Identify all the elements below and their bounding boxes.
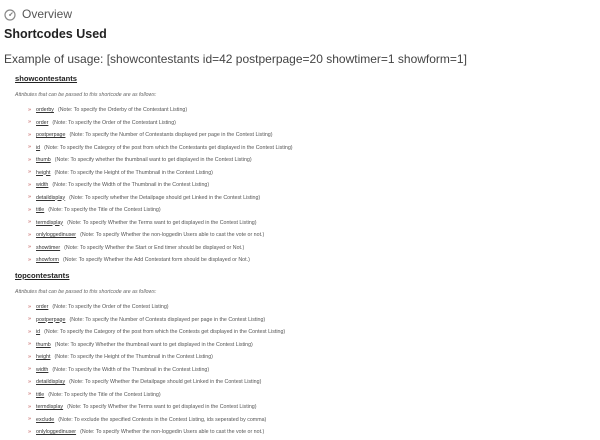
attribute-item bbox=[28, 192, 293, 205]
attribute-note: (Note: To specify Whether the Terms want to get displayed in the Contest Listing) bbox=[67, 219, 257, 226]
attribute-name-link[interactable]: width bbox=[36, 366, 49, 373]
double-chevron-right-icon: » bbox=[28, 119, 32, 125]
attribute-item bbox=[28, 414, 285, 427]
attribute-item bbox=[28, 351, 285, 364]
attribute-item bbox=[28, 179, 293, 192]
attribute-item bbox=[28, 301, 285, 314]
double-chevron-right-icon: » bbox=[28, 156, 32, 163]
attribute-item bbox=[28, 204, 293, 217]
attribute-item bbox=[28, 376, 285, 389]
section-showcontestants bbox=[15, 74, 293, 267]
attribute-note: (Note: To specify Whether the Detailpage should get Linked in the Contest Listing) bbox=[69, 379, 262, 385]
attribute-name-link[interactable]: width bbox=[36, 182, 49, 188]
attribute-item bbox=[28, 254, 293, 267]
attribute-note: (Note: To specify Whether the Start or End timer should be displayed or Not.) bbox=[64, 244, 245, 251]
attribute-note: (Note: To specify the Height of the Thumbnail in the Contest Listing) bbox=[54, 354, 213, 360]
double-chevron-right-icon: » bbox=[28, 353, 32, 360]
attribute-item bbox=[28, 326, 285, 339]
double-chevron-right-icon: » bbox=[28, 131, 32, 138]
attribute-item bbox=[28, 364, 285, 377]
attribute-name-link[interactable]: termdisplay bbox=[36, 219, 64, 226]
double-chevron-right-icon: » bbox=[28, 316, 32, 322]
double-chevron-right-icon: » bbox=[28, 144, 32, 150]
attribute-item bbox=[28, 142, 293, 155]
attribute-note: (Note: To specify the Number of Contestants displayed per page in the Contest Listing) bbox=[69, 132, 273, 138]
double-chevron-right-icon: » bbox=[28, 256, 32, 263]
attribute-item bbox=[28, 104, 293, 117]
double-chevron-right-icon: » bbox=[28, 391, 32, 397]
attribute-note: (Note: To specify the Title of the Contest Listing) bbox=[48, 391, 161, 398]
attribute-note: (Note: To specify the Order of the Contestant Listing) bbox=[52, 119, 176, 126]
attribute-name-link[interactable]: id bbox=[36, 144, 41, 151]
attribute-item bbox=[28, 426, 285, 439]
double-chevron-right-icon: » bbox=[28, 428, 32, 435]
attribute-name-link[interactable]: showtimer bbox=[36, 244, 61, 251]
double-chevron-right-icon: » bbox=[28, 106, 32, 113]
attribute-note: (Note: To exclude the specified Contests in the Contest Listing, ids seperated by comma) bbox=[58, 416, 267, 423]
attribute-note: (Note: To specify the Order of the Contest Listing) bbox=[52, 304, 169, 310]
attribute-note: (Note: To specify the Orderby of the Contestant Listing) bbox=[57, 107, 188, 113]
attribute-name-link[interactable]: thumb bbox=[36, 157, 51, 163]
double-chevron-right-icon: » bbox=[28, 169, 32, 175]
attribute-name-link[interactable]: order bbox=[36, 119, 49, 126]
attribute-list bbox=[15, 301, 285, 439]
attribute-item bbox=[28, 129, 293, 142]
attribute-note: (Note: To specify the Category of the post from which the Contestants get displayed in the Contest Listing) bbox=[44, 144, 293, 151]
overview-label: Overview bbox=[22, 7, 73, 21]
double-chevron-right-icon: » bbox=[28, 181, 32, 188]
attribute-item bbox=[28, 339, 285, 352]
double-chevron-right-icon: » bbox=[28, 231, 32, 238]
double-chevron-right-icon: » bbox=[28, 206, 32, 213]
attribute-note: (Note: To specify the Category of the post from which the Contests get displayed in the Contest Listing) bbox=[44, 329, 286, 335]
section-intro: Attributes that can be passed to this shortcode are as follows: bbox=[15, 92, 157, 98]
attribute-note: (Note: To specify the Height of the Thumbnail in the Contest Listing) bbox=[54, 169, 213, 176]
attribute-item bbox=[28, 117, 293, 130]
attribute-name-link[interactable]: title bbox=[36, 207, 45, 213]
attribute-note: (Note: To specify the Width of the Thumbnail in the Contest Listing) bbox=[52, 182, 210, 188]
attribute-name-link[interactable]: order bbox=[36, 304, 49, 310]
attribute-name-link[interactable]: height bbox=[36, 169, 51, 176]
attribute-item bbox=[28, 167, 293, 180]
attribute-item bbox=[28, 229, 293, 242]
section-topcontestants bbox=[15, 271, 285, 439]
attribute-name-link[interactable]: height bbox=[36, 354, 51, 360]
double-chevron-right-icon: » bbox=[28, 366, 32, 372]
attribute-name-link[interactable]: postperpage bbox=[36, 316, 66, 323]
overview-header bbox=[4, 6, 72, 22]
attribute-note: (Note: To specify Whether the non-loggedin Users able to cast the vote or not.) bbox=[80, 232, 265, 238]
attribute-list bbox=[15, 104, 293, 267]
attribute-item bbox=[28, 314, 285, 327]
page-title: Shortcodes Used bbox=[4, 27, 107, 41]
attribute-name-link[interactable]: onlyloggedinuser bbox=[36, 232, 77, 238]
dashboard-icon bbox=[4, 8, 16, 20]
attribute-item bbox=[28, 154, 293, 167]
usage-example: Example of usage: [showcontestants id=42 postperpage=20 showtimer=1 showform=1] bbox=[4, 52, 467, 66]
double-chevron-right-icon: » bbox=[28, 341, 32, 347]
attribute-name-link[interactable]: onlyloggedinuser bbox=[36, 429, 77, 435]
attribute-name-link[interactable]: showform bbox=[36, 257, 59, 263]
double-chevron-right-icon: » bbox=[28, 378, 32, 385]
attribute-note: (Note: To specify Whether the non-loggedin Users able to cast the vote or not.) bbox=[80, 429, 265, 435]
section-heading: topcontestants bbox=[15, 271, 70, 280]
attribute-name-link[interactable]: detaildisplay bbox=[36, 379, 66, 385]
attribute-note: (Note: To specify Whether the Terms want to get displayed in the Contest Listing) bbox=[67, 404, 257, 410]
double-chevron-right-icon: » bbox=[28, 303, 32, 310]
double-chevron-right-icon: » bbox=[28, 244, 32, 250]
attribute-name-link[interactable]: exclude bbox=[36, 416, 55, 423]
attribute-name-link[interactable]: title bbox=[36, 391, 45, 398]
attribute-note: (Note: To specify whether the Detailpage should get Linked in the Contest Listing) bbox=[69, 194, 261, 201]
attribute-note: (Note: To specify Whether the thumbnail want to get displayed in the Contest Listing) bbox=[54, 341, 253, 348]
section-heading: showcontestants bbox=[15, 74, 78, 83]
double-chevron-right-icon: » bbox=[28, 328, 32, 335]
attribute-name-link[interactable]: termdisplay bbox=[36, 404, 64, 410]
attribute-note: (Note: To specify Whether the Add Contestant form should be displayed or Not.) bbox=[62, 257, 250, 263]
attribute-item bbox=[28, 242, 293, 255]
attribute-note: (Note: To specify the Width of the Thumbnail in the Contest Listing) bbox=[52, 366, 210, 373]
attribute-note: (Note: To specify the Title of the Contest Listing) bbox=[48, 207, 161, 213]
double-chevron-right-icon: » bbox=[28, 194, 32, 200]
attribute-item bbox=[28, 217, 293, 230]
attribute-name-link[interactable]: thumb bbox=[36, 341, 51, 348]
attribute-note: (Note: To specify the Number of Contests displayed per page in the Contest Listing) bbox=[69, 316, 266, 323]
double-chevron-right-icon: » bbox=[28, 219, 32, 225]
attribute-item bbox=[28, 401, 285, 414]
attribute-name-link[interactable]: id bbox=[36, 329, 41, 335]
double-chevron-right-icon: » bbox=[28, 403, 32, 410]
section-intro: Attributes that can be passed to this shortcode are as follows: bbox=[15, 289, 157, 295]
attribute-name-link[interactable]: detaildisplay bbox=[36, 194, 66, 201]
double-chevron-right-icon: » bbox=[28, 416, 32, 422]
attribute-name-link[interactable]: orderby bbox=[36, 107, 54, 113]
attribute-item bbox=[28, 389, 285, 402]
attribute-note: (Note: To specify whether the thumbnail want to get displayed in the Contest Listing) bbox=[54, 157, 252, 163]
attribute-name-link[interactable]: postperpage bbox=[36, 132, 66, 138]
